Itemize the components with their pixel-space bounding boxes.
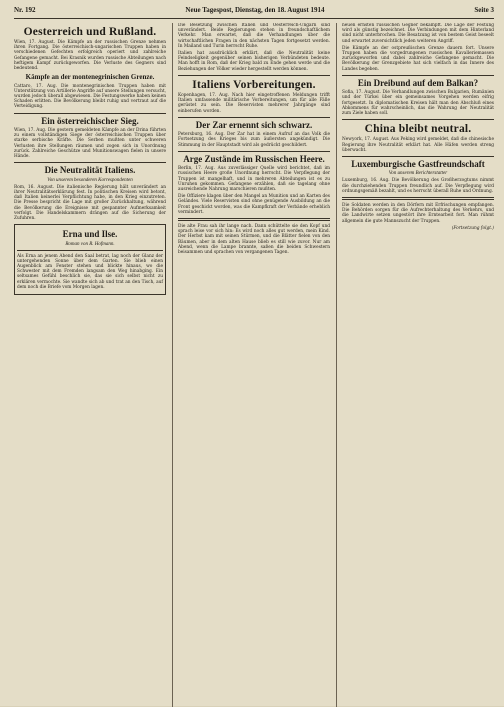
divider (342, 156, 494, 157)
article-text: Die Besetzung zwischen Italien und Oesterreich-Ungarn sind unverändert. Beide Regierungen stehen in freundschaftlichem Verkehr. Man erwartet, daß die Verhandlungen über die wirtschaftlichen Fragen in den nächsten Tagen fortgesetzt werden. In Mailand und Turin herrscht Ruhe. (178, 23, 330, 49)
feuilleton-box (14, 224, 166, 295)
divider (342, 197, 494, 200)
serial-author: Roman von R. Hofmann. (65, 241, 115, 247)
columns (14, 23, 494, 707)
divider (178, 218, 330, 221)
serial-text: Die Soldaten werden in den Dörfern mit Erfrischungen empfangen. Die Behörden sorgen für die Aufrechterhaltung des Verkehrs, und die Landwirte setzen ungestört ihre Erntearbeit fort. Man rühmt allgemein die gute Mannszucht der Truppen. (342, 203, 494, 224)
article-text: Petersburg, 16. Aug. Der Zar hat in einem Aufruf an das Volk die Fortsetzung des Krieges bis zum äußersten angekündigt. Die Stimmung in der Hauptstadt wird als gedrückt geschildert. (178, 132, 330, 148)
divider (342, 75, 494, 76)
headline-china: China bleibt neutral. (364, 123, 472, 136)
column-1 (14, 23, 166, 707)
article-text: Die Kämpfe an der ostpreußischen Grenze dauern fort. Unsere Truppen haben die vorgedrungenen russischen Kavalleriemassen zurückgeworfen und dabei zahlreiche Gefangene gemacht. Die Bevölkerung der Grenzgebiete hat sich vielfach in das Innere des Landes begeben. (342, 45, 494, 72)
divider (178, 151, 330, 152)
article-text: Berlin, 17. Aug. Aus zuverlässiger Quelle wird berichtet, daß im russischen Heere große Unordnung herrscht. Die Verpflegung der Truppen ist mangelhaft, und in mehreren Abteilungen ist es zu Unruhen gekommen. Gefangene erzählen, daß sie tagelang ohne ausreichende Nahrung marschieren mußten. (178, 166, 330, 192)
article-text: Luxemburg, 16. Aug. Die Bevölkerung des Großherzogtums nimmt die durchziehenden Truppen freundlich auf. Die Verpflegung wird ordnungsgemäß bezahlt, und es herrscht überall Ruhe und Ordnung. (342, 178, 494, 194)
article-text: Sofia, 17. August. Die Verhandlungen zwischen Bulgarien, Rumänien und der Türkei über ein gemeinsames Vorgehen werden eifrig fortgesetzt. In diplomatischen Kreisen hält man den Abschluß eines Abkommens für wahrscheinlich, das die Wahrung der Neutralität zum Ziele haben soll. (342, 90, 494, 117)
article-text: Italien hat ausdrücklich erklärt, daß die Neutralität keine Feindseligkeit gegenüber seinen bisherigen Verbündeten bedeute. Man hofft in Rom, daß der Krieg bald zu Ende gehen werde und die Beziehungen der Völker wieder hergestellt werden können. (178, 51, 330, 72)
divider (178, 117, 330, 118)
headline-sieg: Ein österreichischer Sieg. (41, 115, 139, 126)
continuation-note: (Fortsetzung folgt.) (451, 225, 494, 231)
headline-neutralitaet: Die Neutralität Italiens. (44, 165, 136, 176)
article-text: Cattaro, 17. Aug. Die montenegrinischen Truppen haben mit Unterstützung von Artillerie Angriffe auf unsere Stellungen versucht, wurden jedoch überall abgewiesen. Die Festungswerke haben keinen Schaden erlitten. Die Bevölkerung bleibt ruhig und vertraut auf die Verteidigung. (14, 83, 166, 110)
column-3 (336, 23, 494, 707)
serial-title: Erna und Ilse. (62, 229, 118, 240)
article-text: Wien, 17. Aug. Die gestern gemeldeten Kämpfe an der Drina führten zu einem vollständigen Siege der österreichischen Truppen über starke serbische Kräfte. Die Serben mußten unter schweren Verlusten ihre Stellungen räumen und zogen sich in Unordnung zurück. Zahlreiche Geschütze und Munitionswagen fielen in unsere Hände. (14, 128, 166, 160)
column-2 (172, 23, 330, 707)
byline: Von unserem besonderen Korrespondenten (47, 177, 133, 183)
serial-text: Als Erna an jenem Abend den Saal betrat, lag noch der Glanz der untergehenden Sonne über dem Garten. Sie blieb einen Augenblick am Fenster stehen und blickte hinaus, wo die Schwester mit dem Fremden langsam den Weg hinabging. Ein seltsames Gefühl beschlich sie, das sie sich selbst nicht zu erklären vermochte. Sie wandte sich ab und trat an den Tisch, auf dem noch die Briefe vom Morgen lagen. (17, 253, 163, 290)
article-text: Wien, 17. August. Die Kämpfe an der russischen Grenze nehmen ihren Fortgang. Die österreichisch-ungarischen Truppen haben in verschiedenen Gefechten erfolgreich operiert und zahlreiche Gefangene gemacht. Bei Krasnik wurden russische Abteilungen nach heftigem Kampf zurückgeworfen. Die Verluste des Gegners sind bedeutend. (14, 40, 166, 72)
headline-russisches-heer: Arge Zustände im Russischen Heere. (183, 153, 325, 164)
article-text: Rom, 16. August. Die italienische Regierung hält unverändert an ihrer Neutralitätserklärung fest. In politischen Kreisen wird betont, daß Italien keinerlei Verpflichtung habe, in den Krieg einzutreten. Die Presse bespricht die Lage mit großer Zurückhaltung, während die Bevölkerung die Ereignisse mit gespannter Aufmerksamkeit verfolgt. Die Handelskammern drängen auf die Sicherung der Zufuhren. (14, 184, 166, 221)
headline-dreibund-balkan: Ein Dreibund auf dem Balkan? (357, 77, 479, 88)
article-text: Newyork, 17. August. Aus Peking wird gemeldet, daß die chinesische Regierung ihre Neutralität erklärt hat. Alle Häfen werden streng überwacht. (342, 137, 494, 153)
headline-zar: Der Zar ernennt sich schwarz. (195, 119, 313, 130)
paper-title-date: Neue Tagespost, Dienstag, den 18. August 1914 (185, 6, 325, 14)
headline-italiens-vorbereitungen: Italiens Vorbereitungen. (192, 78, 316, 91)
article-text: neuen ernsten russischen Gegner bekämpft. Die Lage der Festung wird als günstig bezeichnet. Die Verbindungen mit dem Hinterland sind nicht unterbrochen. Die Besatzung ist von bestem Geist beseelt und erwartet zuversichtlich jeden weiteren Angriff. (342, 23, 494, 44)
headline-oesterreich-russland: Oesterreich und Rußland. (23, 26, 157, 38)
divider (14, 113, 166, 114)
article-text: Die Offiziere klagen über den Mangel an Munition und an Karten des Geländes. Viele Reservisten sind ohne genügende Ausbildung an die Front geschickt worden, was die Kampfkraft der Verbände erheblich vermindert. (178, 194, 330, 215)
byline: Von unserem Berichterstatter (388, 171, 448, 177)
divider (178, 75, 330, 76)
divider (342, 119, 494, 120)
article-text: Kopenhagen, 17. Aug. Nach hier eingetroffenen Meldungen trifft Italien umfassende militärische Vorbereitungen, um für alle Fälle gerüstet zu sein. Die Reservisten mehrerer Jahrgänge sind einberufen worden. (178, 92, 330, 114)
headline-luxemburg: Luxemburgische Gastfreundschaft (351, 158, 485, 169)
page-number: Seite 3 (474, 6, 494, 14)
divider (17, 250, 163, 251)
serial-text: Die alte Frau sah ihr lange nach. Dann schüttelte sie den Kopf und sprach leise vor sich hin: Es wird noch alles gut werden, mein Kind. Der Herbst kam mit seinen Stürmen, und die Blätter fielen von den Bäumen, aber in dem alten Hause blieb es still wie zuvor. Nur am Abend, wenn die Lampe brannte, saßen die beiden Schwestern beisammen und sprachen von vergangenen Tagen. (178, 224, 330, 256)
headline-montenegro: Kämpfe an der montenegrinischen Grenze. (25, 73, 155, 82)
divider (14, 162, 166, 163)
masthead (14, 6, 494, 19)
issue-number: Nr. 192 (14, 6, 36, 14)
